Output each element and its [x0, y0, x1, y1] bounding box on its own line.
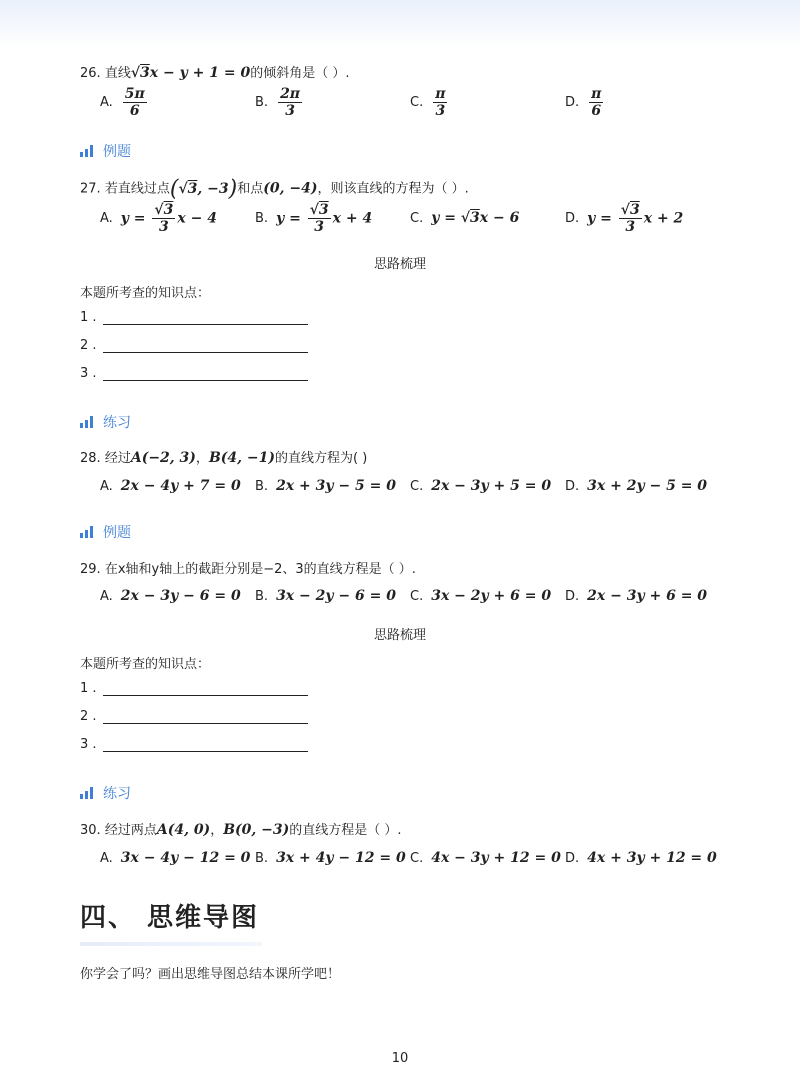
separator: ， [210, 823, 224, 838]
option-letter: D. [565, 94, 580, 110]
question-equation: √3x − y + 1 = 0 [130, 65, 251, 81]
option-fraction [278, 86, 302, 119]
option-a[interactable] [100, 466, 241, 506]
option-a[interactable] [100, 576, 241, 616]
section-label-text: 练习 [103, 415, 131, 431]
knowledge-prompt: 本题所考查的知识点： [80, 657, 211, 672]
section-label-practice [80, 412, 131, 432]
option-expression: 2x + 3y − 5 = 0 [276, 478, 396, 494]
option-expression: 4x + 3y + 12 = 0 [587, 850, 717, 866]
option-letter: C. [410, 588, 424, 604]
question-26 [80, 62, 349, 81]
option-c[interactable] [410, 82, 449, 122]
option-letter: B. [255, 210, 269, 226]
question-number: 28. [80, 451, 101, 466]
options-26 [100, 82, 740, 122]
page-number: 10 [391, 1051, 409, 1066]
numerator: π [591, 85, 602, 102]
option-expression: y = $\frac{√3}{3}$ x − 4 [120, 201, 217, 235]
signal-bars-icon [80, 787, 93, 799]
option-letter: B. [255, 94, 269, 110]
thinking-title: 思路梳理 [373, 628, 426, 643]
blank-line[interactable] [103, 681, 308, 696]
option-c[interactable] [410, 466, 551, 506]
section-label-practice [80, 783, 131, 803]
answer-blank-1[interactable] [80, 681, 308, 696]
option-b[interactable] [255, 576, 396, 616]
option-letter: B. [255, 850, 269, 866]
knowledge-prompt: 本题所考查的知识点： [80, 286, 211, 301]
option-letter: C. [410, 210, 424, 226]
option-expression: y = $\frac{√3}{3}$ x + 4 [276, 201, 373, 235]
answer-blank-3[interactable] [80, 366, 308, 381]
option-letter: A. [100, 850, 113, 866]
question-text-before: 直线 [104, 66, 131, 81]
question-text: 在x轴和y轴上的截距分别是−2、3的直线方程是（ ）. [104, 562, 416, 577]
blank-line[interactable] [103, 737, 308, 752]
section-label-text: 例题 [103, 144, 131, 160]
question-number: 26. [80, 66, 101, 81]
denominator: 3 [435, 102, 446, 119]
option-expression: 4x − 3y + 12 = 0 [431, 850, 561, 866]
option-expression: 3x − 4y − 12 = 0 [120, 850, 251, 866]
question-text-after: 的倾斜角是（ ）. [250, 66, 350, 81]
point-a: A(−2, 3) [130, 450, 196, 466]
option-letter: D. [565, 588, 580, 604]
point-a: A(4, 0) [156, 822, 211, 838]
point-2: (0, −4) [263, 180, 318, 197]
heading-underline [80, 942, 262, 946]
option-a[interactable] [100, 82, 149, 122]
option-c[interactable] [410, 838, 561, 878]
question-text-after: 的直线方程为( ) [274, 451, 368, 466]
denominator: 6 [591, 102, 602, 119]
question-text: 经过两点 [104, 823, 157, 838]
signal-bars-icon [80, 145, 93, 157]
option-d[interactable] [565, 198, 683, 238]
blank-index: 3 . [80, 366, 97, 381]
question-29 [80, 558, 416, 577]
question-text-after: ，则该直线的方程为（ ）. [317, 181, 469, 197]
option-fraction [433, 86, 447, 119]
option-expression: 3x + 2y − 5 = 0 [587, 478, 708, 494]
option-letter: A. [100, 210, 113, 226]
option-expression: y = $\frac{√3}{3}$ x + 2 [587, 201, 684, 235]
option-b[interactable] [255, 466, 396, 506]
option-fraction [589, 86, 603, 119]
point-b: B(4, −1) [208, 450, 275, 466]
numerator: π [435, 85, 446, 102]
blank-index: 2 . [80, 709, 97, 724]
option-c[interactable] [410, 576, 551, 616]
option-letter: A. [100, 588, 113, 604]
denominator: 3 [285, 102, 295, 119]
point-1: (√3, −3) [169, 176, 238, 201]
question-number: 29. [80, 562, 101, 577]
options-27 [100, 198, 740, 238]
section-prompt: 你学会了吗？画出思维导图总结本课所学吧！ [80, 967, 341, 982]
option-letter: A. [100, 478, 113, 494]
option-expression: 3x + 4y − 12 = 0 [276, 850, 406, 866]
blank-line[interactable] [103, 366, 308, 381]
question-number: 27. [80, 181, 101, 197]
question-text: 经过 [104, 451, 131, 466]
blank-index: 3 . [80, 737, 97, 752]
question-30 [80, 819, 402, 838]
option-d[interactable] [565, 576, 707, 616]
blank-index: 1 . [80, 681, 97, 696]
option-expression: 3x − 2y + 6 = 0 [431, 588, 552, 604]
option-d[interactable] [565, 82, 605, 122]
option-expression: 2x − 3y − 6 = 0 [120, 588, 241, 604]
blank-index: 1 . [80, 310, 97, 325]
option-letter: D. [565, 850, 580, 866]
option-a[interactable] [100, 838, 250, 878]
option-letter: B. [255, 588, 269, 604]
section-label-text: 练习 [103, 786, 131, 802]
option-letter: A. [100, 94, 113, 110]
separator: ， [195, 451, 209, 466]
option-letter: C. [410, 94, 424, 110]
question-number: 30. [80, 823, 101, 838]
option-b[interactable] [255, 838, 406, 878]
section-label-text: 例题 [103, 525, 131, 541]
option-letter: C. [410, 850, 424, 866]
option-b[interactable] [255, 82, 304, 122]
option-c[interactable] [410, 198, 519, 238]
answer-blank-1[interactable] [80, 310, 308, 325]
question-text-before: 若直线过点 [104, 181, 170, 197]
answer-blank-3[interactable] [80, 737, 308, 752]
signal-bars-icon [80, 526, 93, 538]
signal-bars-icon [80, 416, 93, 428]
blank-line[interactable] [103, 709, 308, 724]
option-expression: 2x − 4y + 7 = 0 [120, 478, 241, 494]
answer-blank-2[interactable] [80, 338, 308, 353]
thinking-title: 思路梳理 [373, 257, 426, 272]
option-expression: 2x − 3y + 5 = 0 [431, 478, 552, 494]
blank-line[interactable] [103, 310, 308, 325]
blank-index: 2 . [80, 338, 97, 353]
option-expression: 2x − 3y + 6 = 0 [587, 588, 708, 604]
numerator: 5π [124, 85, 145, 102]
option-letter: D. [565, 478, 580, 494]
question-28 [80, 447, 367, 466]
blank-line[interactable] [103, 338, 308, 353]
option-fraction [123, 86, 147, 119]
question-text-after: 的直线方程是（ ）. [289, 823, 402, 838]
option-a[interactable] [100, 198, 217, 238]
top-decoration-band [0, 0, 800, 48]
options-30 [100, 838, 740, 878]
section-label-example [80, 522, 131, 542]
section-label-example [80, 141, 131, 161]
option-d[interactable] [565, 838, 717, 878]
option-d[interactable] [565, 466, 707, 506]
question-text-mid: 和点 [237, 181, 264, 197]
options-29 [100, 576, 740, 616]
option-expression: 3x − 2y − 6 = 0 [276, 588, 396, 604]
option-letter: D. [565, 210, 580, 226]
point-b: B(0, −3) [223, 822, 290, 838]
option-expression: y = √3x − 6 [431, 210, 520, 226]
section-heading: 四、 思维导图 [80, 903, 260, 933]
options-28 [100, 466, 740, 506]
option-b[interactable] [255, 198, 372, 238]
denominator: 6 [129, 102, 140, 119]
option-letter: B. [255, 478, 269, 494]
answer-blank-2[interactable] [80, 709, 308, 724]
option-letter: C. [410, 478, 424, 494]
numerator: 2π [280, 85, 301, 102]
